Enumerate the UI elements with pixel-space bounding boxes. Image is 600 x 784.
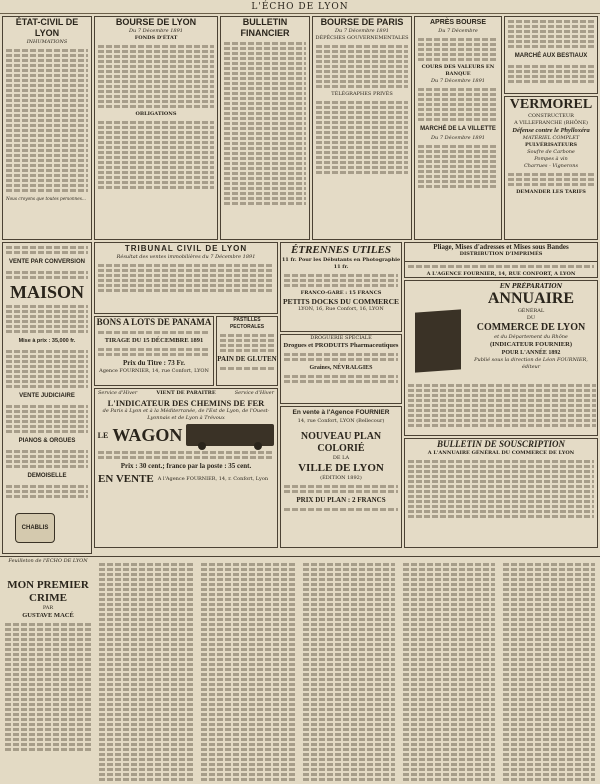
left-ads-text-top — [3, 243, 91, 257]
bourse-paris-title: BOURSE DE PARIS — [320, 17, 404, 27]
pliage-ad — [404, 242, 598, 262]
feuilleton-col4 — [300, 560, 398, 782]
souscription-sub: A L'ANNUAIRE GÉNÉRAL DU COMMERCE DE LYON — [427, 450, 575, 456]
annuaire-year: POUR L'ANNÉE 1892 — [501, 350, 561, 356]
annuaire-title: ANNUAIRE — [487, 290, 575, 307]
feuilleton-par: PAR — [42, 605, 54, 611]
bons-title: BONS A LOTS DE PANAMA — [96, 317, 212, 327]
etrennes-ad — [280, 242, 402, 332]
plan-addr: 14, rue Confort, LYON (Bellecour) — [297, 418, 385, 424]
bourse-lyon-date: Du 7 Décembre 1891 — [129, 28, 183, 34]
bons-text — [95, 345, 213, 359]
left-ads-column — [2, 242, 92, 554]
wagon-prix: Prix : 30 cent.; franco par la poste : 35 cent. — [120, 462, 252, 470]
feuilleton-text-col1 — [2, 620, 94, 754]
indicateur-vient: VIENT DE PARAITRE — [156, 390, 216, 396]
etat-civil-subtitle: INHUMATIONS — [26, 39, 68, 45]
mise-a-prix: Mise à prix : 35,000 fr. — [18, 338, 76, 344]
apres-bourse-table — [415, 35, 501, 64]
souscription-section — [404, 438, 598, 548]
marche-bestiaux-section — [504, 16, 598, 94]
annuaire-du: DU — [526, 315, 536, 321]
marche-bestiaux-text — [505, 62, 597, 86]
droguerie-sub: Graines, NÉVRALGIES — [309, 365, 373, 371]
droguerie-title: Drogues et PRODUITS Pharmaceutiques — [283, 342, 399, 349]
droguerie-text-bottom — [281, 372, 401, 386]
bons-panama-ad — [94, 316, 214, 386]
annuaire-book-illustration — [415, 309, 461, 372]
indicateur-title: L'INDICATEUR DES CHEMINS DE FER — [107, 398, 265, 408]
etat-civil-title: ÉTAT-CIVIL DE LYON — [15, 17, 79, 38]
bourse-lyon-section2: OBLIGATIONS — [135, 111, 177, 117]
marche-bestiaux-title: MARCHÉ AUX BESTIAUX — [514, 53, 588, 59]
vente-judiciaire-title: VENTE JUDICIAIRE — [19, 393, 75, 399]
plan-prix: PRIX DU PLAN : 2 FRANCS — [296, 496, 386, 504]
feuilleton-col6 — [500, 560, 598, 782]
bourse-lyon-title: BOURSE DE LYON — [115, 17, 197, 27]
vermorel-line6: Soufre de Carbone — [527, 149, 575, 155]
etrennes-franco: FRANCO-GARE : 15 FRANCS — [300, 290, 382, 296]
indicateur-wagon-ad — [94, 388, 278, 548]
etat-civil-text — [3, 46, 91, 195]
vermorel-line2: A VILLEFRANCHE (RHÔNE) — [514, 120, 588, 126]
demoiselle-text — [3, 482, 91, 501]
annuaire-prep: EN PRÉPARATION — [499, 283, 563, 290]
pain-gluten-title: PAIN DE GLUTEN — [217, 355, 277, 363]
annuaire-indicateur: (INDICATEUR FOURNIER) — [489, 341, 573, 348]
vermorel-line3: Défense contre le Phylloxéra — [512, 127, 590, 134]
bulletin-financier-section — [220, 16, 310, 240]
apres-bourse-title: APRÈS BOURSE — [429, 19, 486, 26]
droguerie-ad — [280, 334, 402, 404]
droguerie-hdr: DROGUERIE SPÉCIALE — [310, 335, 372, 341]
vermorel-line4: MATÉRIEL COMPLET — [522, 135, 580, 141]
vermorel-title: VERMOREL — [509, 97, 593, 112]
tribunal-subtitle: Résultat des ventes immobilières du 7 Décembre 1891 — [116, 254, 256, 260]
indicateur-service-right: Service d'Hiver — [234, 390, 274, 396]
vermorel-line9: DEMANDER LES TARIFS — [516, 189, 586, 195]
wagon-agence: A l'Agence FOURNIER, 14, r. Confort, Lyon — [157, 475, 269, 482]
annuaire-ad — [404, 280, 598, 436]
bourse-paris-section-label: DÉPÊCHES GOUVERNEMENTALES — [315, 35, 409, 41]
vente-judiciaire-text — [3, 402, 91, 436]
vente-conversion-title: VENTE PAR CONVERSION — [9, 259, 85, 265]
souscription-text — [405, 457, 597, 521]
bons-tirage: TIRAGE DU 15 DÉCEMBRE 1891 — [104, 337, 204, 344]
annuaire-publie: Publié sous la direction de Léon FOURNIER, éditeur — [474, 357, 588, 370]
bourse-lyon-table2 — [95, 118, 217, 192]
feuilleton-col1 — [2, 558, 94, 782]
vermorel-line1: CONSTRUCTEUR — [528, 113, 574, 119]
annuaire-text — [405, 381, 598, 430]
pliage-title: Pliage, Mises d'adresses et Mises sous Bandes — [433, 243, 569, 251]
feuilleton-col2 — [96, 560, 196, 782]
wagon-vente: EN VENTE — [98, 473, 154, 485]
indicateur-sub: de Paris à Lyon et à la Méditerranée, de l'Est de Lyon, de l'Ouest-Lyonnais et de Lyon à Trévoux — [102, 408, 270, 421]
plan-ville: VILLE DE LYON — [298, 462, 384, 474]
plan-text — [281, 482, 401, 496]
plan-edition: (ÉDITION 1892) — [320, 475, 362, 481]
feuilleton-rule — [0, 556, 600, 557]
bons-prix: Prix du Titre : 73 Fr. — [123, 359, 185, 367]
feuilleton-label: Feuilleton de l'ÉCHO DE LYON — [8, 558, 88, 564]
villette-title: MARCHÉ DE LA VILLETTE — [420, 126, 496, 132]
pianos-title: PIANOS & ORGUES — [18, 438, 76, 444]
bons-text-top — [95, 328, 213, 337]
pliage-sub: DISTRIBUTION D'IMPRIMÉS — [459, 251, 543, 257]
wagon-illustration — [186, 424, 274, 446]
plan-text-bottom — [281, 505, 401, 514]
pianos-text — [3, 447, 91, 471]
marche-bestiaux-text-top — [505, 17, 597, 51]
vermorel-line7: Pompes à vin — [534, 156, 568, 162]
bons-agence: Agence FOURNIER, 14, rue Confort, LYON — [99, 368, 209, 374]
maison-text — [3, 302, 91, 336]
wagon-row — [95, 422, 277, 448]
etrennes-title: ÉTRENNES UTILES — [291, 244, 391, 256]
pain-gluten-text — [217, 364, 277, 373]
demoiselle-title: DEMOISELLE — [27, 473, 67, 479]
plan-nouveau: NOUVEAU PLAN COLORIÉ — [300, 431, 382, 454]
vermorel-ad — [504, 96, 598, 240]
pastilles-ad — [216, 316, 278, 386]
villette-text — [415, 142, 501, 191]
wagon-title: WAGON — [112, 425, 183, 445]
tribunal-title: TRIBUNAL CIVIL DE LYON — [124, 244, 248, 253]
villette-date: Du 7 Décembre 1891 — [431, 135, 485, 141]
annuaire-sub: et du Département du Rhône — [494, 334, 568, 340]
feuilleton-col5 — [400, 560, 498, 782]
apres-bourse-date: Du 7 Décembre — [438, 28, 478, 34]
pliage-text — [405, 262, 597, 271]
annuaire-commerce: COMMERCE DE LYON — [476, 322, 586, 333]
tribunal-table — [95, 261, 277, 295]
indicateur-service-left: Service d'Hiver — [98, 390, 138, 396]
bourse-paris-section2-label: TÉLÉGRAPHES PRIVÉS — [331, 91, 393, 97]
vermorel-line5: PULVÉRISATEURS — [524, 142, 578, 148]
tribunal-section — [94, 242, 278, 314]
droguerie-text — [281, 350, 401, 364]
souscription-title: BULLETIN DE SOUSCRIPTION — [436, 439, 566, 449]
chablis-text: CHABLIS — [21, 525, 49, 531]
vermorel-line8: Charrues - Vignerons — [523, 163, 579, 169]
bourse-lyon-section1: FONDS D'ÉTAT — [134, 35, 178, 41]
etrennes-text — [281, 271, 401, 290]
pastilles-text — [217, 331, 277, 355]
bulletin-financier-text — [221, 39, 309, 208]
cours-valeurs-title: COURS DES VALEURS EN BANQUE — [421, 64, 495, 77]
maison-title: MAISON — [9, 282, 84, 302]
vermorel-text — [505, 170, 597, 189]
plan-hdr: En vente à l'Agence FOURNIER — [292, 409, 390, 416]
feuilleton-author: GUSTAVE MACÉ — [22, 612, 74, 619]
bourse-paris-date: Du 7 Décembre 1891 — [335, 28, 389, 34]
cours-valeurs-table — [415, 85, 501, 124]
etat-civil-section — [2, 16, 92, 240]
bourse-lyon-section — [94, 16, 218, 240]
annuaire-header — [465, 283, 597, 371]
wagon-vente-row — [95, 471, 277, 487]
bourse-lyon-table1 — [95, 42, 217, 111]
pliage-line-box — [404, 262, 598, 278]
apres-bourse-section — [414, 16, 502, 240]
bulletin-financier-title: BULLETIN FINANCIER — [240, 17, 290, 38]
etrennes-docks: PETITS DOCKS DU COMMERCE — [282, 297, 400, 306]
etrennes-address: LYON, 16, Rue Confort, 16, LYON — [298, 306, 384, 312]
etat-civil-notice: Nous croyons que toutes personnes... — [6, 196, 86, 201]
bourse-paris-section — [312, 16, 412, 240]
masthead: L'ÉCHO DE LYON — [0, 0, 600, 14]
wagon-le: LE — [97, 430, 109, 440]
etrennes-line: 11 fr. Pour les Débutants en Photographie 11 fr. — [281, 257, 401, 270]
pliage-line: A L'AGENCE FOURNIER, 14, RUE CONFORT, A LYON — [426, 271, 576, 277]
cours-valeurs-date: Du 7 Décembre 1891 — [431, 78, 485, 84]
bourse-paris-table1 — [313, 42, 411, 91]
indicateur-top-row — [95, 389, 277, 398]
feuilleton-col3 — [198, 560, 298, 782]
annuaire-general: GÉNÉRAL — [517, 308, 545, 314]
vente-conversion-text — [3, 268, 91, 282]
pastilles-title: PASTILLES PECTORALES — [229, 317, 265, 330]
feuilleton-title: MON PREMIER CRIME — [7, 579, 89, 604]
chablis-label — [15, 513, 55, 543]
bourse-paris-table2 — [313, 98, 411, 177]
left-ads-text-mid — [3, 347, 91, 391]
wagon-text — [95, 448, 277, 462]
plan-de-la: DE LA — [332, 455, 350, 461]
plan-ad — [280, 406, 402, 548]
